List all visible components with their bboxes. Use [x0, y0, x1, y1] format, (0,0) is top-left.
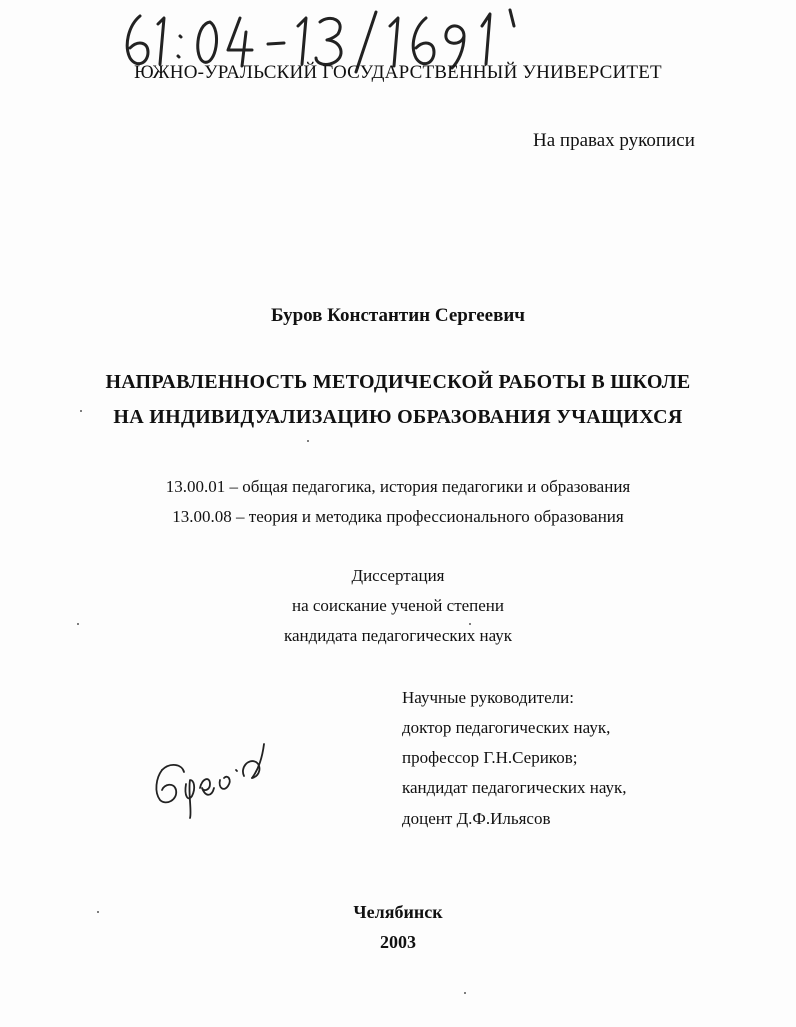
- degree-line-1: Диссертация: [351, 566, 445, 585]
- city: Челябинск: [353, 902, 443, 922]
- specialty-code-1: 13.00.01 – общая педагогика, история педагогики и образования: [165, 477, 631, 496]
- year: 2003: [380, 932, 416, 952]
- author-name: Буров Константин Сергеевич: [270, 305, 525, 326]
- manuscript-rights-note: На правах рукописи: [533, 130, 695, 151]
- specialty-code-2: 13.00.08 – теория и методика профессионального образования: [172, 507, 624, 526]
- degree-line-3: кандидата педагогических наук: [283, 626, 513, 645]
- scan-speck: [464, 992, 466, 994]
- scan-speck: [77, 623, 79, 625]
- advisor-line-1: доктор педагогических наук,: [402, 718, 611, 737]
- scan-speck: [80, 410, 82, 412]
- advisor-line-4: доцент Д.Ф.Ильясов: [402, 809, 551, 828]
- dissertation-title-line-2: НА ИНДИВИДУАЛИЗАЦИЮ ОБРАЗОВАНИЯ УЧАЩИХСЯ: [113, 406, 683, 428]
- handwritten-signature: [148, 740, 278, 820]
- dissertation-title-line-1: НАПРАВЛЕННОСТЬ МЕТОДИЧЕСКОЙ РАБОТЫ В ШКОЛЕ: [105, 371, 691, 393]
- advisor-line-3: кандидат педагогических наук,: [402, 778, 627, 797]
- scan-speck: [307, 440, 309, 442]
- scan-speck: [97, 911, 99, 913]
- university-name: ЮЖНО-УРАЛЬСКИЙ ГОСУДАРСТВЕННЫЙ УНИВЕРСИТЕТ: [134, 62, 662, 83]
- advisor-line-2: профессор Г.Н.Сериков;: [402, 748, 578, 767]
- degree-line-2: на соискание ученой степени: [291, 596, 505, 615]
- advisors-heading: Научные руководители:: [402, 688, 574, 707]
- scan-speck: [469, 623, 471, 625]
